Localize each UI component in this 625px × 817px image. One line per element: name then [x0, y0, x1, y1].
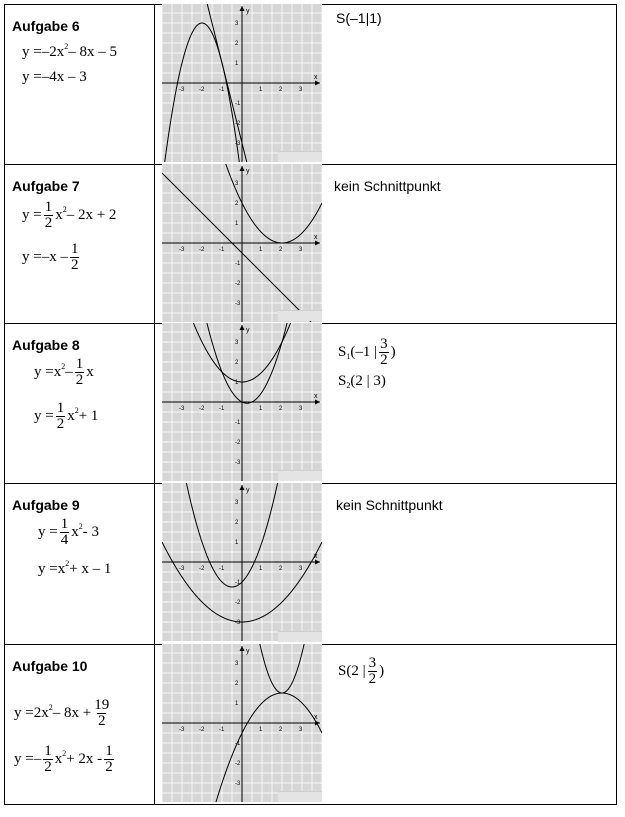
- y-tick-label: -1: [235, 101, 241, 107]
- fraction: [104, 744, 114, 775]
- point-letter: S: [338, 373, 347, 389]
- y-axis-label: y: [246, 8, 250, 15]
- x-axis-label: x: [314, 393, 318, 400]
- fraction: [56, 401, 66, 432]
- point-coords: S(2 |: [338, 663, 366, 679]
- eq-exponent: 2: [65, 559, 70, 568]
- task-title: Aufgabe 7: [12, 178, 80, 194]
- fraction: [70, 242, 80, 273]
- eq-term: – 8x +: [52, 705, 92, 721]
- x-tick-label: 3: [299, 87, 303, 93]
- equation-2: [14, 744, 116, 775]
- y-tick-label: 3: [235, 181, 239, 187]
- task-row-9: [4, 483, 617, 644]
- eq-exponent: 2: [74, 406, 79, 415]
- y-tick-label: -2: [235, 440, 241, 446]
- eq-term: –x –: [41, 249, 68, 265]
- task-row-10: [4, 644, 617, 804]
- fraction: [93, 698, 110, 729]
- graph-scroll-tab[interactable]: [278, 470, 322, 481]
- equations-cell: [4, 483, 154, 644]
- eq-lhs: y =: [22, 249, 42, 265]
- eq-term: –2x: [41, 44, 65, 60]
- point-letter: S: [338, 344, 347, 360]
- y-tick-label: 3: [235, 661, 239, 667]
- y-tick-label: 2: [235, 201, 239, 207]
- fraction-numerator: 1: [105, 743, 113, 759]
- equations-cell: [4, 644, 154, 804]
- eq-term: + 2x -: [66, 751, 103, 767]
- graph-scroll-tab[interactable]: [278, 631, 322, 642]
- eq-term: x: [86, 364, 94, 380]
- graph-scroll-tab[interactable]: [278, 151, 322, 162]
- y-tick-label: 2: [235, 681, 239, 687]
- fraction-denominator: 2: [368, 671, 377, 687]
- point-coords: ): [390, 344, 396, 360]
- eq-exponent: 2: [78, 522, 83, 531]
- eq-term: x: [67, 408, 75, 424]
- task-title: Aufgabe 6: [12, 18, 80, 34]
- eq-exponent: 2: [62, 749, 67, 758]
- x-axis-label: x: [314, 74, 318, 81]
- x-tick-label: 1: [259, 566, 263, 572]
- task-row-8: [4, 323, 617, 483]
- x-tick-label: 3: [299, 727, 303, 733]
- x-tick-label: -3: [179, 727, 185, 733]
- fraction-numerator: 1: [56, 400, 65, 416]
- graph-cell: [162, 4, 322, 164]
- function-graph: [162, 164, 322, 322]
- x-tick-label: 2: [279, 247, 283, 253]
- equation-2: [22, 69, 87, 86]
- y-tick-label: 2: [235, 360, 239, 366]
- fraction-denominator: 2: [56, 416, 65, 432]
- x-tick-label: -2: [199, 406, 205, 412]
- x-tick-label: -1: [219, 87, 225, 93]
- fraction-denominator: 2: [97, 713, 106, 729]
- function-graph: [162, 483, 322, 641]
- y-tick-label: -2: [235, 761, 241, 767]
- x-tick-label: -2: [199, 247, 205, 253]
- eq-term: –: [65, 364, 73, 380]
- task-row-7: [4, 164, 617, 323]
- fraction-numerator: 1: [44, 743, 52, 759]
- x-tick-label: -2: [199, 727, 205, 733]
- y-tick-label: 1: [235, 701, 239, 707]
- eq-exponent: 2: [61, 362, 66, 371]
- fraction-numerator: 3: [380, 336, 388, 352]
- eq-lhs: y =: [14, 705, 34, 721]
- fraction-numerator: 1: [75, 356, 84, 372]
- equations-cell: [4, 323, 154, 483]
- y-tick-label: 3: [235, 340, 239, 346]
- y-tick-label: 3: [235, 500, 239, 506]
- equation-1: [22, 44, 117, 61]
- x-axis-label: x: [314, 553, 318, 560]
- y-tick-label: 3: [235, 21, 239, 27]
- y-axis-label: y: [246, 168, 250, 175]
- equation-2: [38, 561, 111, 578]
- answer-cell: [330, 483, 617, 644]
- fraction-numerator: 1: [70, 241, 79, 257]
- eq-lhs: y =: [38, 561, 58, 577]
- table-border-bottom: [4, 804, 617, 805]
- fraction-denominator: 2: [105, 759, 113, 775]
- x-axis-label: x: [314, 714, 318, 721]
- eq-term: –: [33, 751, 42, 767]
- y-tick-label: -1: [235, 261, 241, 267]
- worksheet-table: [4, 4, 617, 805]
- answer-cell: [330, 4, 617, 164]
- eq-term: – 8x – 5: [68, 44, 117, 60]
- fraction: [43, 744, 53, 775]
- y-tick-label: -3: [235, 781, 241, 787]
- eq-lhs: y =: [34, 364, 54, 380]
- x-tick-label: -1: [219, 727, 225, 733]
- fraction-denominator: 2: [44, 215, 53, 231]
- x-tick-label: 3: [299, 247, 303, 253]
- x-tick-label: 2: [279, 566, 283, 572]
- eq-term: x: [57, 561, 66, 577]
- x-tick-label: 3: [299, 406, 303, 412]
- fraction-numerator: 19: [94, 697, 110, 713]
- y-axis-label: y: [246, 327, 250, 334]
- x-tick-label: 3: [299, 566, 303, 572]
- x-tick-label: -3: [179, 566, 185, 572]
- x-tick-label: 1: [259, 247, 263, 253]
- graph-cell: [162, 323, 322, 483]
- x-tick-label: -2: [199, 87, 205, 93]
- x-tick-label: -1: [219, 247, 225, 253]
- eq-term: x: [71, 524, 79, 540]
- point-coords: (2 | 3): [350, 373, 386, 389]
- y-tick-label: 1: [235, 540, 239, 546]
- answer-text: kein Schnittpunkt: [336, 497, 443, 513]
- eq-lhs: y =: [22, 44, 42, 60]
- eq-lhs: y =: [14, 751, 34, 767]
- x-tick-label: -1: [219, 406, 225, 412]
- point-coords: (–1 |: [350, 344, 378, 360]
- fraction-numerator: 3: [368, 655, 377, 671]
- eq-lhs: y =: [22, 207, 42, 223]
- eq-term: –4x – 3: [41, 69, 87, 85]
- x-tick-label: -2: [199, 566, 205, 572]
- fraction-numerator: 1: [60, 516, 69, 532]
- y-tick-label: 1: [235, 61, 239, 67]
- eq-exponent: 2: [62, 205, 67, 214]
- x-tick-label: 2: [279, 727, 283, 733]
- x-tick-label: -3: [179, 247, 185, 253]
- eq-term: x: [54, 751, 63, 767]
- y-tick-label: -2: [235, 600, 241, 606]
- graph-cell: [162, 164, 322, 323]
- x-tick-label: 2: [279, 87, 283, 93]
- answer-cell: [330, 644, 617, 804]
- function-graph: [162, 644, 322, 802]
- y-axis-label: y: [246, 487, 250, 494]
- y-tick-label: -3: [235, 620, 241, 626]
- eq-term: x: [53, 364, 62, 380]
- function-graph: [162, 4, 322, 162]
- y-tick-label: -3: [235, 141, 241, 147]
- fraction-denominator: 2: [70, 257, 79, 273]
- y-tick-label: 1: [235, 380, 239, 386]
- point-index: 1: [346, 352, 351, 361]
- equation-1: [22, 200, 116, 231]
- x-tick-label: -3: [179, 87, 185, 93]
- y-tick-label: -1: [235, 580, 241, 586]
- y-tick-label: -3: [235, 460, 241, 466]
- y-tick-label: -2: [235, 121, 241, 127]
- fraction-denominator: 2: [75, 372, 84, 388]
- eq-term: + 1: [78, 408, 99, 424]
- fraction: [75, 357, 85, 388]
- fraction: [379, 337, 389, 368]
- y-tick-label: -2: [235, 281, 241, 287]
- y-tick-label: -1: [235, 741, 241, 747]
- eq-lhs: y =: [22, 69, 42, 85]
- answer-cell: [330, 164, 617, 323]
- answer-text: kein Schnittpunkt: [334, 178, 441, 194]
- answer-cell: [330, 323, 617, 483]
- equations-cell: [4, 4, 154, 164]
- y-tick-label: -3: [235, 301, 241, 307]
- fraction-numerator: 1: [44, 199, 53, 215]
- graph-cell: [162, 483, 322, 644]
- equation-2: [34, 401, 98, 432]
- x-tick-label: -3: [179, 406, 185, 412]
- x-tick-label: 1: [259, 406, 263, 412]
- fraction: [44, 200, 54, 231]
- task-title: Aufgabe 9: [12, 497, 80, 513]
- task-title: Aufgabe 8: [12, 337, 80, 353]
- eq-term: 2x: [33, 705, 49, 721]
- fraction-denominator: 2: [380, 352, 388, 368]
- eq-term: x: [55, 207, 63, 223]
- y-tick-label: 1: [235, 221, 239, 227]
- y-axis-label: y: [246, 648, 250, 655]
- fraction: [60, 517, 70, 548]
- task-title: Aufgabe 10: [12, 658, 88, 674]
- x-axis-label: x: [314, 234, 318, 241]
- answer-point-1: [338, 337, 396, 368]
- eq-term: + x – 1: [69, 561, 112, 577]
- y-tick-label: -1: [235, 420, 241, 426]
- equation-1: [34, 357, 94, 388]
- equation-1: [38, 517, 99, 548]
- answer-text: S(–1|1): [336, 10, 382, 26]
- fraction: [368, 656, 378, 687]
- x-tick-label: 1: [259, 727, 263, 733]
- point-index: 2: [346, 381, 351, 390]
- task-row-6: [4, 4, 617, 164]
- equation-2: [22, 242, 81, 273]
- x-tick-label: 2: [279, 406, 283, 412]
- eq-term: - 3: [82, 524, 99, 540]
- y-tick-label: 2: [235, 520, 239, 526]
- fraction-denominator: 2: [44, 759, 52, 775]
- eq-lhs: y =: [38, 524, 58, 540]
- answer-point: [338, 656, 384, 687]
- y-tick-label: 2: [235, 41, 239, 47]
- x-tick-label: -1: [219, 566, 225, 572]
- eq-lhs: y =: [34, 408, 54, 424]
- eq-exponent: 2: [64, 42, 69, 51]
- x-tick-label: 1: [259, 87, 263, 93]
- fraction-denominator: 4: [60, 532, 69, 548]
- graph-scroll-tab[interactable]: [278, 791, 322, 802]
- answer-point-2: [338, 373, 386, 390]
- function-graph: [162, 323, 322, 481]
- graph-cell: [162, 644, 322, 804]
- point-coords: ): [379, 663, 385, 679]
- graph-scroll-tab[interactable]: [278, 310, 322, 321]
- equations-cell: [4, 164, 154, 323]
- eq-exponent: 2: [48, 703, 53, 712]
- eq-term: – 2x + 2: [66, 207, 117, 223]
- equation-1: [14, 698, 112, 729]
